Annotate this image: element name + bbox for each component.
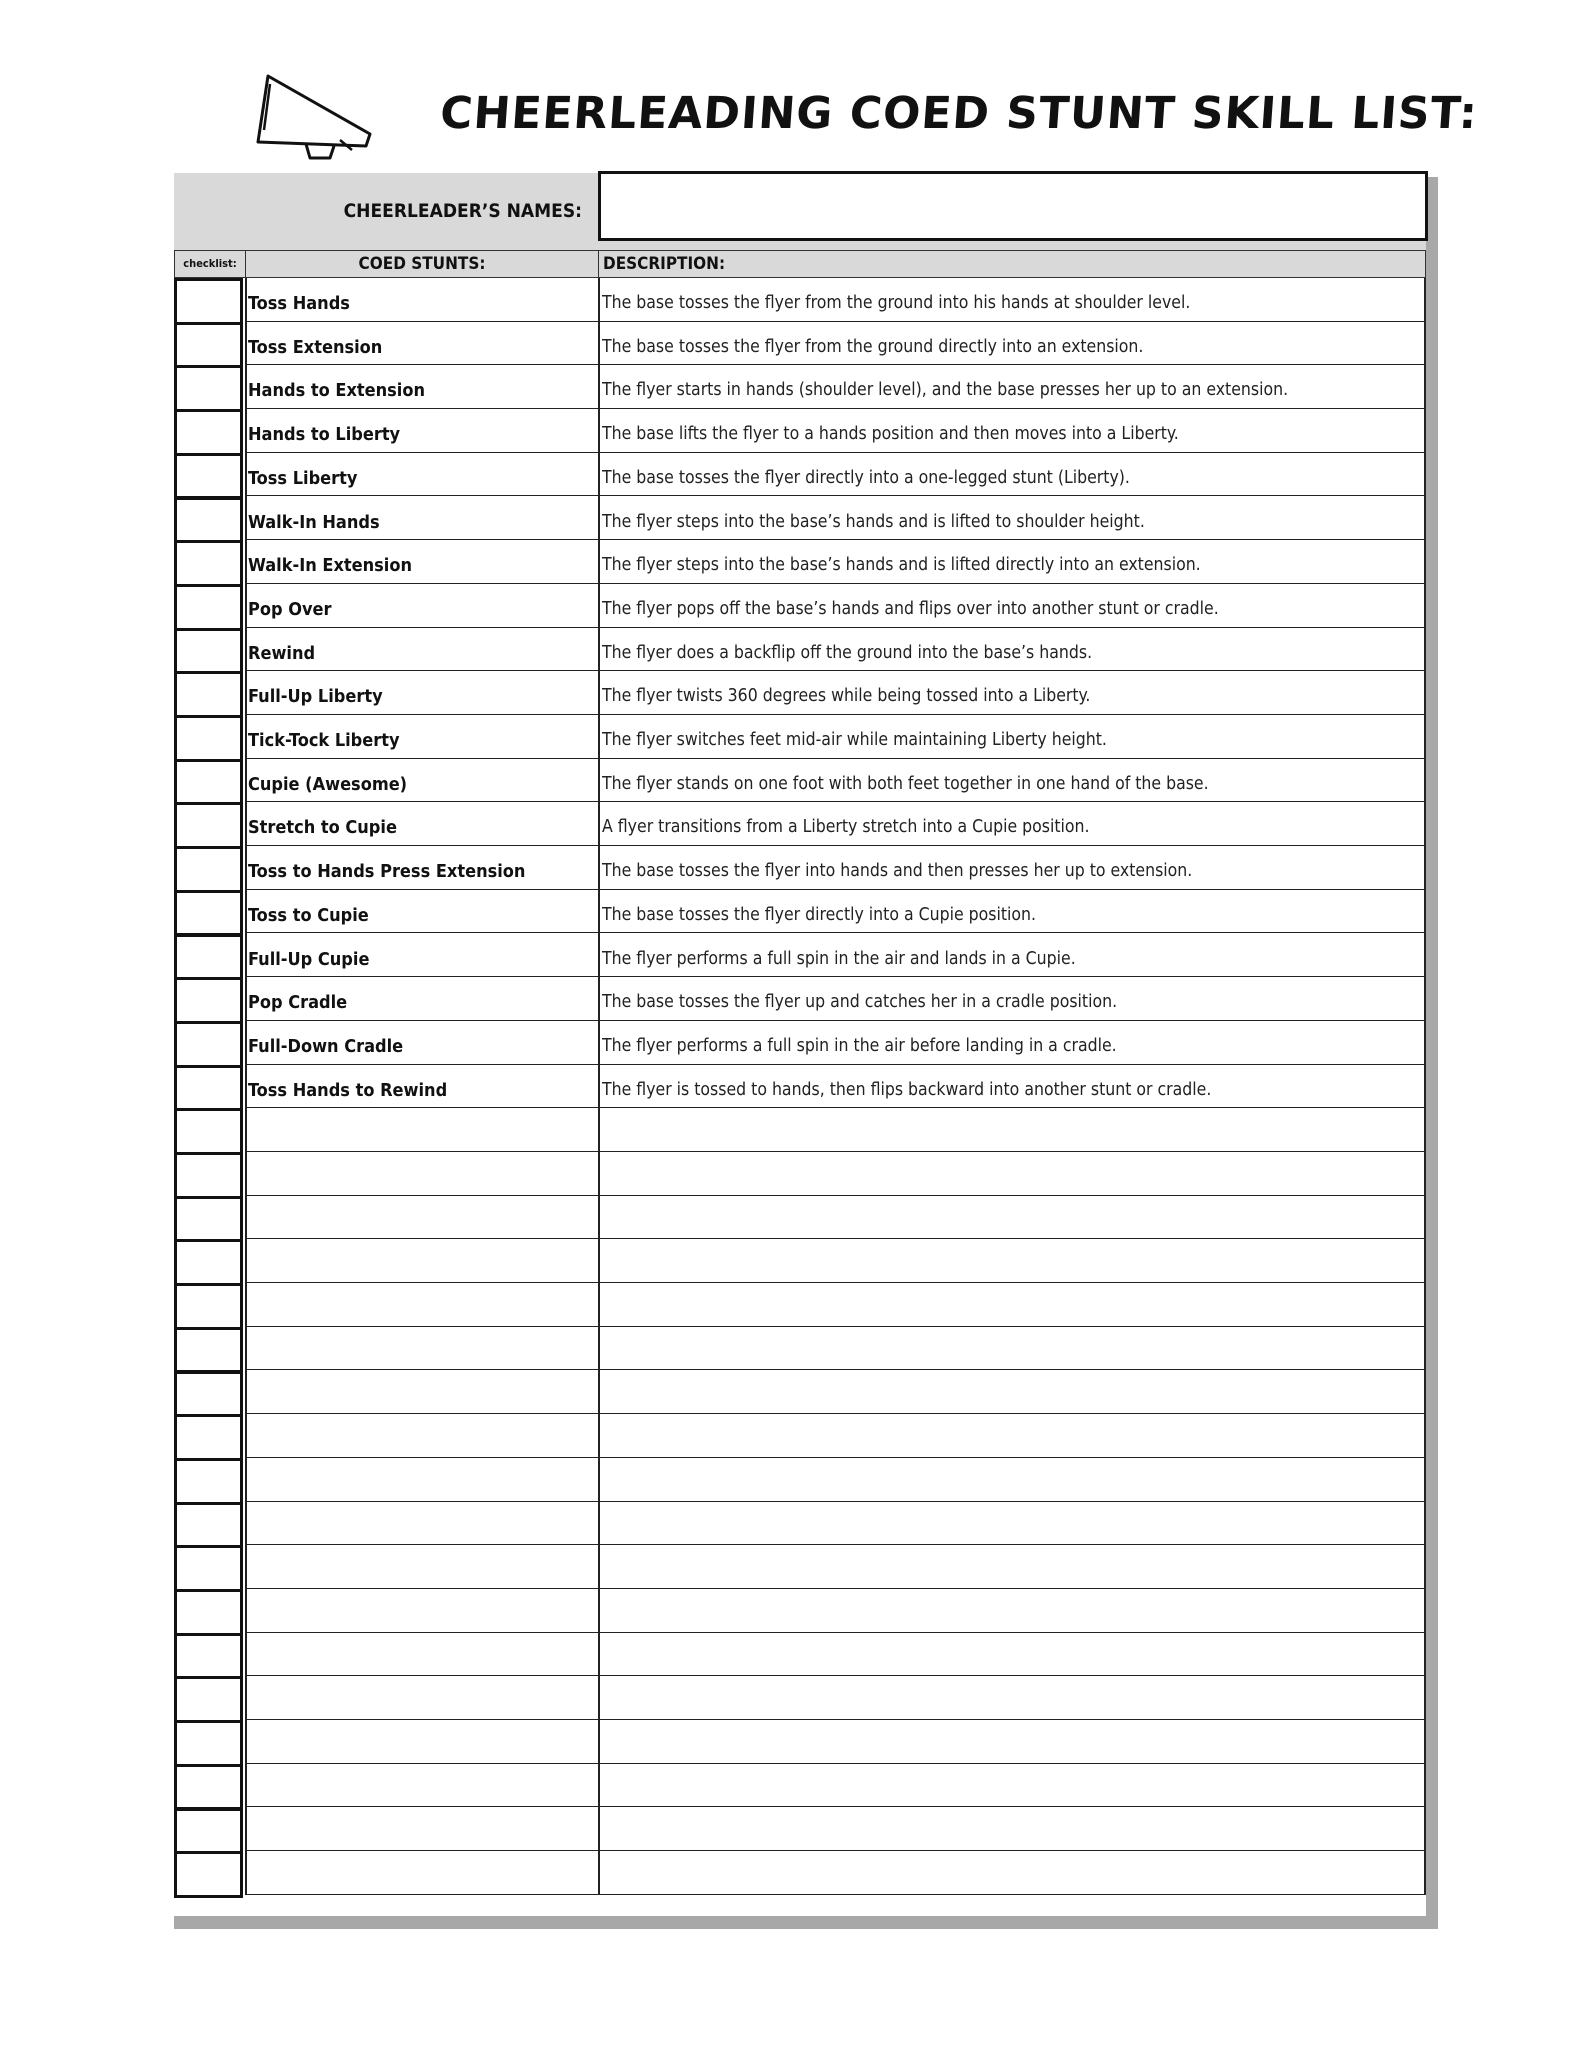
checklist-box[interactable] (174, 1589, 243, 1636)
table-row (246, 1458, 1426, 1502)
stunt-name: Toss Extension (248, 336, 383, 358)
stunt-name: Cupie (Awesome) (248, 773, 408, 795)
header-description: DESCRIPTION: (598, 250, 1426, 278)
table-row (246, 846, 1426, 890)
stunt-description: A flyer transitions from a Liberty stretch into a Cupie position. (602, 817, 1090, 838)
checklist-box[interactable] (174, 497, 243, 544)
table-row (246, 453, 1426, 497)
stunt-name: Toss Hands (248, 293, 350, 314)
checklist-box[interactable] (174, 628, 243, 675)
checklist-box[interactable] (174, 1196, 243, 1243)
checklist-box[interactable] (174, 977, 243, 1024)
table-row (246, 1021, 1426, 1065)
checklist-box[interactable] (174, 846, 243, 893)
stunt-description: The base tosses the flyer directly into a Cupie position. (602, 904, 1037, 925)
stunt-description: The flyer starts in hands (shoulder level), and the base presses her up to an extension. (602, 380, 1289, 401)
table-row (246, 365, 1426, 409)
table-row (246, 278, 1426, 322)
checklist-box[interactable] (174, 1633, 243, 1680)
table-row (246, 1108, 1426, 1152)
checklist-box[interactable] (174, 584, 243, 631)
checklist-box[interactable] (174, 453, 243, 500)
table-row (246, 1545, 1426, 1589)
checklist-box[interactable] (174, 1545, 243, 1592)
stunt-name: Rewind (248, 642, 316, 664)
stunt-description: The flyer twists 360 degrees while being tossed into a Liberty. (602, 686, 1091, 707)
table-right-edge (1424, 278, 1426, 1895)
stunt-name: Stretch to Cupie (248, 817, 397, 839)
table-row (246, 802, 1426, 846)
checklist-box[interactable] (174, 802, 243, 849)
checklist-box[interactable] (174, 890, 243, 937)
header-checklist: checklist: (174, 250, 246, 278)
checklist-box[interactable] (174, 1808, 243, 1855)
checklist-box[interactable] (174, 1283, 243, 1330)
checklist-box[interactable] (174, 1065, 243, 1112)
table-row (246, 1239, 1426, 1283)
stunt-name: Walk-In Extension (248, 555, 412, 577)
checklist-divider (245, 278, 247, 1895)
stunt-description: The base tosses the flyer from the ground directly into an extension. (602, 336, 1144, 357)
table-row (246, 322, 1426, 366)
checklist-box[interactable] (174, 1414, 243, 1461)
stunt-name: Pop Over (248, 598, 332, 620)
checklist-box[interactable] (174, 759, 243, 806)
checklist-box[interactable] (174, 1327, 243, 1374)
checklist-box[interactable] (174, 1676, 243, 1723)
stunt-name: Toss to Hands Press Extension (248, 861, 526, 883)
checklist-box[interactable] (174, 322, 243, 369)
table-row (246, 1720, 1426, 1764)
table-row (246, 1851, 1426, 1895)
table-row (246, 497, 1426, 541)
table-row (246, 977, 1426, 1021)
stunt-description: The base tosses the flyer into hands and then presses her up to extension. (602, 861, 1193, 882)
table-row (246, 584, 1426, 628)
table-row (246, 671, 1426, 715)
stunt-name: Full-Down Cradle (248, 1035, 404, 1057)
table-row (246, 628, 1426, 672)
checklist-box[interactable] (174, 1152, 243, 1199)
table-row (246, 1327, 1426, 1371)
table-row (246, 1414, 1426, 1458)
table-row (246, 1502, 1426, 1546)
table-row (246, 409, 1426, 453)
stunt-description: The flyer steps into the base’s hands and is lifted to shoulder height. (602, 511, 1145, 532)
stunt-name: Hands to Liberty (248, 424, 401, 446)
checklist-box[interactable] (174, 1371, 243, 1418)
stunt-name: Toss Liberty (248, 467, 358, 489)
column-divider (598, 278, 600, 1895)
stunt-description: The flyer pops off the base’s hands and flips over into another stunt or cradle. (602, 598, 1219, 619)
checklist-box[interactable] (174, 409, 243, 456)
stunt-name: Tick-Tock Liberty (248, 730, 400, 751)
table-row (246, 1152, 1426, 1196)
table-row (246, 1633, 1426, 1677)
table-row (246, 715, 1426, 759)
table-row (246, 934, 1426, 978)
stunt-description: The flyer performs a full spin in the air and lands in a Cupie. (602, 948, 1076, 969)
checklist-box[interactable] (174, 1239, 243, 1286)
table-row (246, 1196, 1426, 1240)
checklist-box[interactable] (174, 934, 243, 981)
names-input[interactable] (598, 171, 1428, 241)
table-row (246, 890, 1426, 934)
checklist-box[interactable] (174, 671, 243, 718)
stunt-description: The flyer stands on one foot with both feet together in one hand of the base. (602, 773, 1209, 794)
table-row (246, 1065, 1426, 1109)
stunt-description: The base tosses the flyer from the ground into his hands at shoulder level. (602, 293, 1191, 313)
stunt-name: Walk-In Hands (248, 511, 380, 533)
table-row (246, 1589, 1426, 1633)
stunt-name: Full-Up Liberty (248, 686, 383, 708)
checklist-box[interactable] (174, 540, 243, 587)
stunt-name: Full-Up Cupie (248, 948, 370, 970)
stunt-description: The flyer does a backflip off the ground into the base’s hands. (602, 642, 1093, 663)
names-label: CHEERLEADER’S NAMES: (343, 200, 582, 222)
table-row (246, 1283, 1426, 1327)
stunt-name: Toss Hands to Rewind (248, 1079, 448, 1101)
checklist-box[interactable] (174, 1851, 243, 1898)
header-stunts: COED STUNTS: (245, 250, 599, 278)
checklist-box[interactable] (174, 1502, 243, 1549)
page-title: CHEERLEADING COED STUNT SKILL LIST: (438, 88, 1480, 139)
megaphone-icon (248, 70, 380, 162)
stunt-description: The base tosses the flyer up and catches her in a cradle position. (602, 992, 1118, 1013)
stunt-name: Hands to Extension (248, 380, 425, 402)
checklist-box[interactable] (174, 1021, 243, 1068)
stunt-description: The base lifts the flyer to a hands position and then moves into a Liberty. (602, 424, 1179, 445)
checklist-box[interactable] (174, 1108, 243, 1155)
checklist-box[interactable] (174, 1720, 243, 1767)
table-row (246, 1764, 1426, 1808)
stunt-description: The flyer steps into the base’s hands and is lifted directly into an extension. (602, 555, 1201, 576)
table-row (246, 1808, 1426, 1852)
checklist-box[interactable] (174, 1458, 243, 1505)
table-row (246, 1676, 1426, 1720)
table-row (246, 759, 1426, 803)
stunt-name: Pop Cradle (248, 992, 348, 1014)
table-row (246, 1371, 1426, 1415)
table-row (246, 540, 1426, 584)
stunt-description: The base tosses the flyer directly into a one-legged stunt (Liberty). (602, 467, 1130, 488)
stunt-description: The flyer is tossed to hands, then flips backward into another stunt or cradle. (602, 1079, 1212, 1100)
checklist-box[interactable] (174, 1764, 243, 1811)
stunt-name: Toss to Cupie (248, 904, 369, 926)
stunt-description: The flyer switches feet mid-air while maintaining Liberty height. (602, 730, 1107, 750)
checklist-box[interactable] (174, 278, 243, 325)
stunt-description: The flyer performs a full spin in the air before landing in a cradle. (602, 1035, 1117, 1056)
checklist-box[interactable] (174, 715, 243, 762)
checklist-box[interactable] (174, 365, 243, 412)
